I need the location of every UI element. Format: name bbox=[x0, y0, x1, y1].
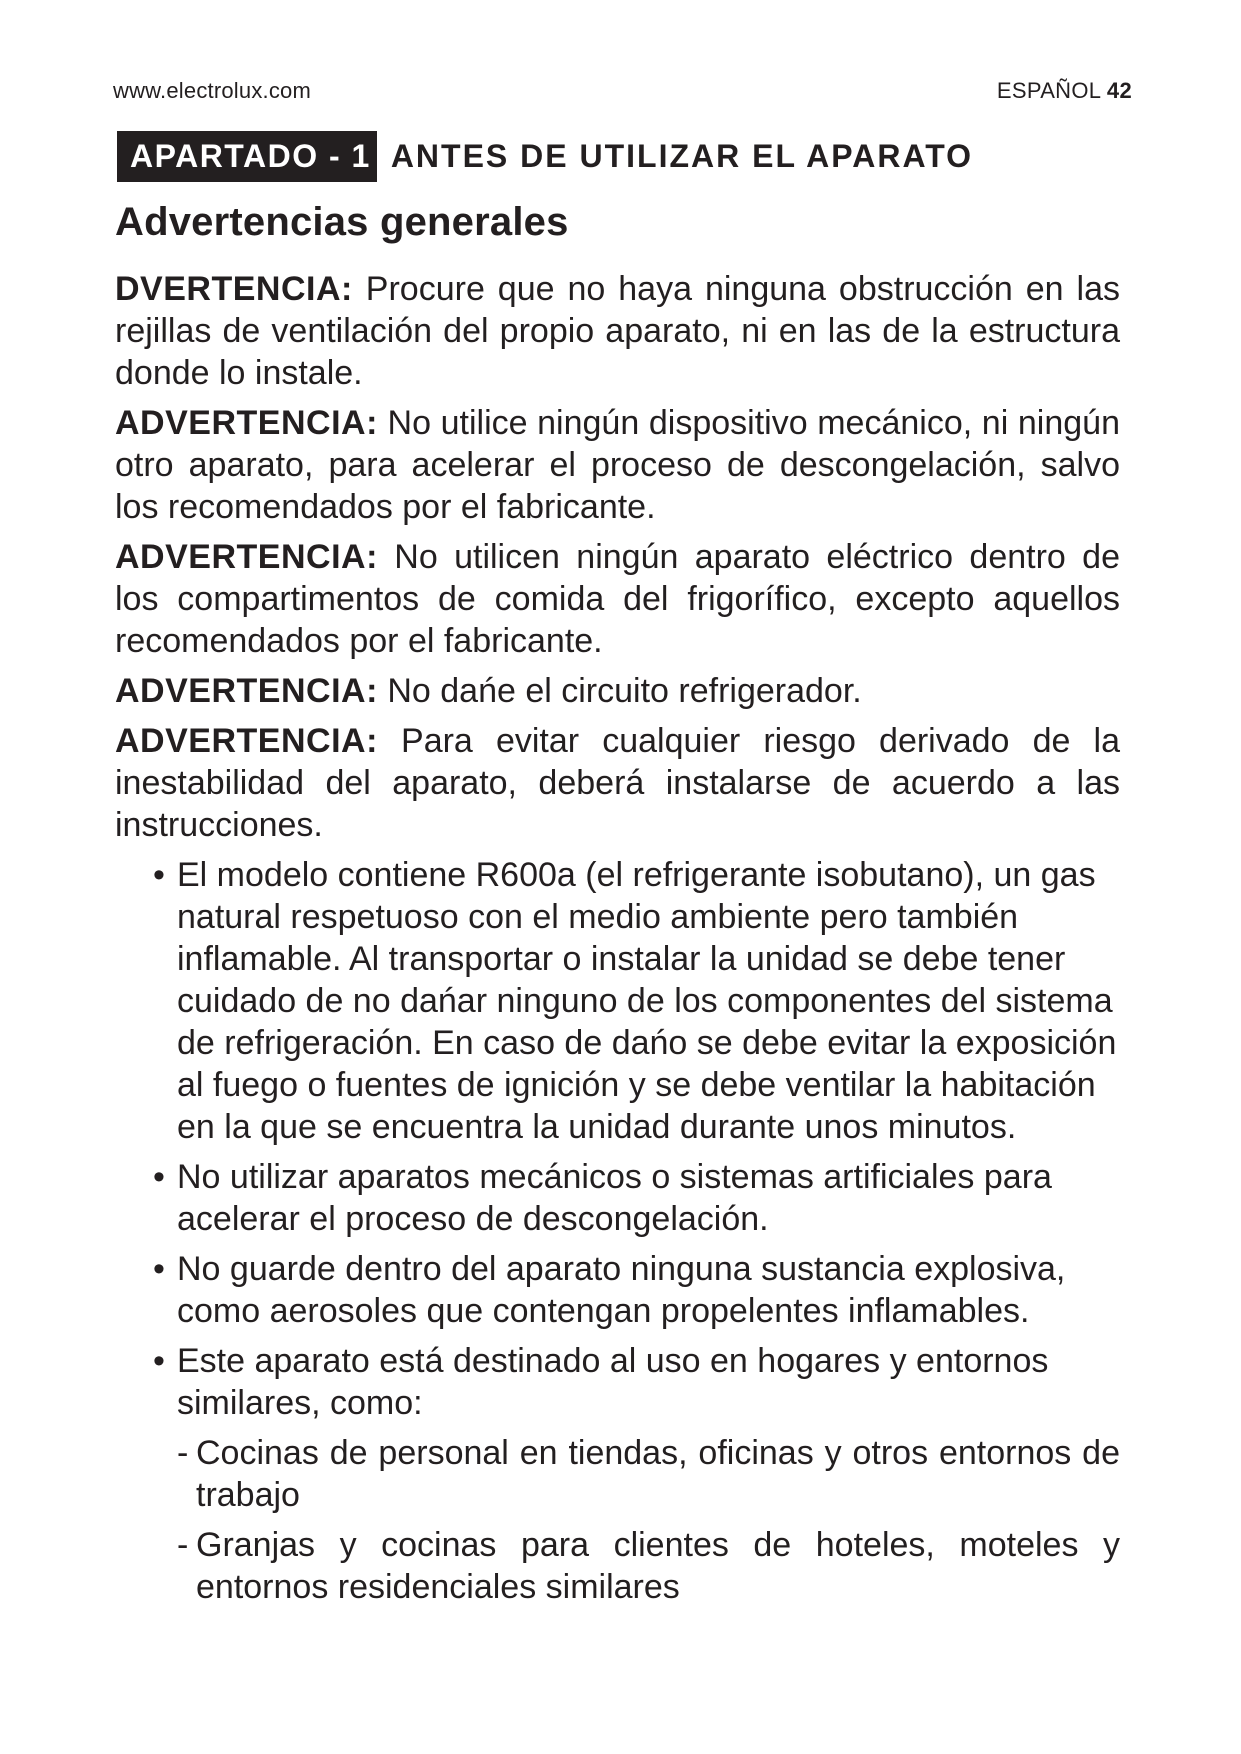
list-item bbox=[153, 1248, 1120, 1332]
warning-paragraph bbox=[115, 670, 1120, 712]
section-badge: APARTADO - 1 bbox=[117, 131, 377, 182]
warning-text: Para evitar cualquier riesgo derivado de la inestabilidad del aparato, deberá instalarse de acuerdo a las instrucciones. bbox=[115, 722, 1120, 844]
bullet-list bbox=[115, 854, 1120, 1424]
warning-text: No utilicen ningún aparato eléctrico dentro de los compartimentos de comida del frigorífico, excepto aquellos recomendados por el fabricante. bbox=[115, 538, 1120, 660]
warning-text: No utilice ningún dispositivo mecánico, ni ningún otro aparato, para acelerar el proceso de descongelación, salvo los recomendados por el fabricante. bbox=[115, 404, 1120, 526]
warning-text: No dańe el circuito refrigerador. bbox=[377, 672, 862, 710]
warning-lead: ADVERTENCIA: bbox=[115, 672, 378, 710]
warning-lead: DVERTENCIA: bbox=[115, 270, 353, 308]
warning-paragraph bbox=[115, 402, 1120, 528]
list-item-text: Este aparato está destinado al uso en hogares y entornos similares, como: bbox=[177, 1342, 1049, 1422]
bullet-symbol: • bbox=[153, 1250, 165, 1288]
warning-paragraph bbox=[115, 268, 1120, 394]
list-item bbox=[153, 1156, 1120, 1240]
dash-list-item bbox=[177, 1524, 1120, 1608]
dash-symbol: - bbox=[177, 1434, 189, 1472]
dash-list-item bbox=[177, 1432, 1120, 1516]
header-language: ESPAÑOL bbox=[996, 78, 1101, 103]
dash-list bbox=[115, 1432, 1120, 1608]
section-heading bbox=[117, 131, 973, 182]
bullet-symbol: • bbox=[153, 856, 165, 894]
page-subtitle: Advertencias generales bbox=[115, 200, 569, 244]
list-item-text: No guarde dentro del aparato ninguna sustancia explosiva, como aerosoles que contengan propelentes inflamables. bbox=[177, 1250, 1066, 1330]
list-item-text: El modelo contiene R600a (el refrigerante isobutano), un gas natural respetuoso con el medio ambiente pero también inflamable. Al transportar o instalar la unidad se debe tener cuidado de no dańar ninguno de los componentes del sistema de refrigeración. En caso de dańo se debe evitar la exposición al fuego o fuentes de ignición y se debe ventilar la habitación en la que se encuentra la unidad durante unos minutos. bbox=[177, 856, 1117, 1146]
dash-item-text: Granjas y cocinas para clientes de hoteles, moteles y entornos residenciales similares bbox=[196, 1526, 1120, 1606]
list-item-text: No utilizar aparatos mecánicos o sistemas artificiales para acelerar el proceso de descongelación. bbox=[177, 1158, 1052, 1238]
bullet-symbol: • bbox=[153, 1158, 165, 1196]
warning-lead: ADVERTENCIA: bbox=[115, 404, 378, 442]
bullet-symbol: • bbox=[153, 1342, 165, 1380]
warning-paragraph bbox=[115, 720, 1120, 846]
warning-lead: ADVERTENCIA: bbox=[115, 722, 378, 760]
warning-text: Procure que no haya ninguna obstrucción en las rejillas de ventilación del propio aparato, ni en las de la estructura donde lo instale. bbox=[115, 270, 1120, 392]
page-number: 42 bbox=[1106, 78, 1132, 103]
list-item bbox=[153, 1340, 1120, 1424]
dash-item-text: Cocinas de personal en tiendas, oficinas y otros entornos de trabajo bbox=[196, 1434, 1120, 1514]
section-title: ANTES DE UTILIZAR EL APARATO bbox=[390, 138, 974, 174]
warning-paragraph bbox=[115, 536, 1120, 662]
dash-symbol: - bbox=[177, 1526, 189, 1564]
header-page-label bbox=[997, 78, 1132, 104]
content-body bbox=[115, 268, 1120, 1616]
header-url: www.electrolux.com bbox=[113, 78, 311, 103]
list-item bbox=[153, 854, 1120, 1148]
warning-lead: ADVERTENCIA: bbox=[115, 538, 378, 576]
